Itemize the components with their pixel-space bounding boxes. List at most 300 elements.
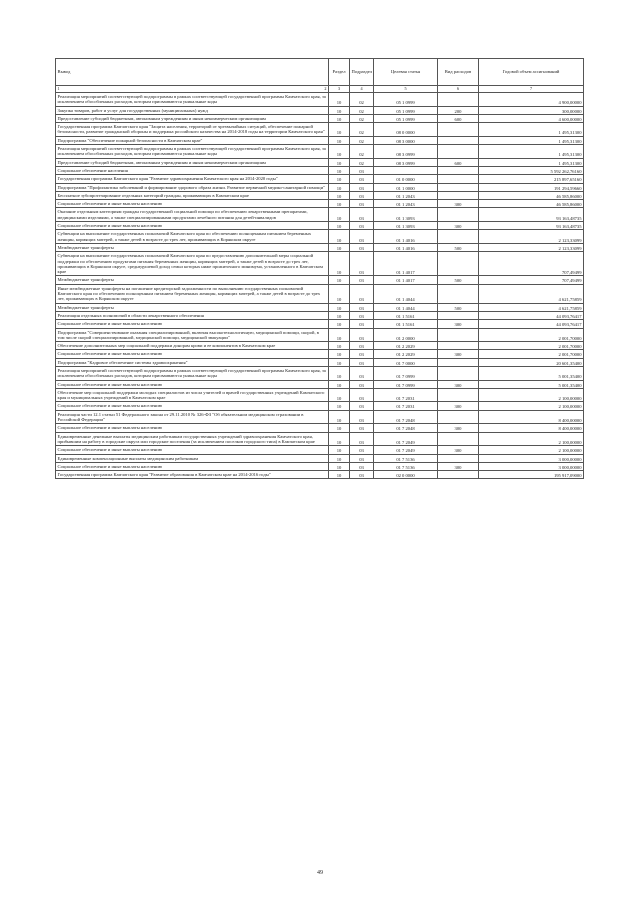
row-target: 01 1 4044 [374, 303, 438, 311]
row-target: 01 7 5136 [374, 462, 438, 470]
row-name-text: Реализация отдельных полномочий в области лекарственного обеспечения [57, 312, 204, 318]
row-target [374, 166, 438, 174]
row-section: 10 [329, 145, 350, 159]
table-header-row [56, 59, 584, 86]
row-expense-type [438, 93, 479, 107]
column-number: 3 [329, 86, 350, 93]
row-name-text: Социальное обеспечение и иные выплаты населению [57, 381, 163, 387]
row-name [56, 320, 329, 328]
row-target: 01 1 5161 [374, 320, 438, 328]
row-amount: 93 163,48735 [479, 222, 584, 230]
row-name-text: Подпрограмма "Совершенствование оказания специализированной, включая высокотехнологичную, медицинской помощи, скорой, в том числе скорой специализированной, медицинской помощи, медицинской эвакуации" [57, 329, 319, 340]
row-target: 05 1 0999 [374, 114, 438, 122]
row-name [56, 446, 329, 454]
row-name [56, 191, 329, 199]
table-row [56, 328, 584, 342]
row-expense-type [438, 175, 479, 183]
row-subsection: 03 [350, 462, 374, 470]
row-expense-type [438, 328, 479, 342]
row-expense-type [438, 191, 479, 199]
row-target: 08 3 0999 [374, 145, 438, 159]
row-section: 10 [329, 311, 350, 319]
row-subsection: 03 [350, 208, 374, 222]
row-target: 01 1 3093 [374, 222, 438, 230]
row-expense-type [438, 454, 479, 462]
table-row [56, 136, 584, 144]
row-amount: 1 495,31300 [479, 145, 584, 159]
row-amount: 195 917,09000 [479, 471, 584, 479]
row-section: 10 [329, 342, 350, 350]
row-name-text: Предоставление субсидий бюджетным, автономным учреждениям и иным некоммерческим организациям [57, 115, 266, 121]
row-expense-type: 500 [438, 243, 479, 251]
table-row [56, 342, 584, 350]
row-target: 01 7 2048 [374, 424, 438, 432]
row-section: 10 [329, 284, 350, 303]
row-amount: 707,49499 [479, 252, 584, 276]
row-expense-type [438, 410, 479, 424]
row-expense-type: 300 [438, 380, 479, 388]
row-name-text: Субвенции на выполнение государственных полномочий Камчатского края по предоставлению дополнительной меры социальной поддержки по обеспечению продуктами питания беременных женщин, кормящих матерей, а также детей в возрасте до трех лет, проживающих в Корякском округе, среднедушевой доход семьи которых ниже прожиточного минимума, установленного в Камчатском крае [57, 253, 323, 275]
row-name-text: Социальное обеспечение и иные выплаты населению [57, 201, 163, 207]
row-section: 10 [329, 183, 350, 191]
row-target: 05 1 0999 [374, 106, 438, 114]
row-subsection: 03 [350, 380, 374, 388]
row-target: 05 1 0999 [374, 93, 438, 107]
row-amount: 1 495,31300 [479, 136, 584, 144]
row-name [56, 136, 329, 144]
table-row [56, 166, 584, 174]
row-subsection: 03 [350, 328, 374, 342]
row-target: 01 7 5136 [374, 454, 438, 462]
row-target: 01 7 0999 [374, 366, 438, 380]
row-amount: 20 601,35400 [479, 358, 584, 366]
row-expense-type [438, 432, 479, 446]
table-row [56, 252, 584, 276]
row-target: 01 7 0000 [374, 358, 438, 366]
row-expense-type [438, 284, 479, 303]
table-row [56, 183, 584, 191]
row-amount: 191 294,59660 [479, 183, 584, 191]
column-number: 1 2 [57, 86, 327, 92]
document-page [55, 58, 583, 479]
row-expense-type: 600 [438, 158, 479, 166]
row-name-text: Иные межбюджетные трансферты на погашение кредиторской задолженности по выполнению государственных полномочий Камчатского края по обеспечению полноценным питанием беременных женщин, кормящих матерей, а также детей в возрасте до трех лет, проживающих в Корякском округе [57, 285, 321, 302]
row-section: 10 [329, 136, 350, 144]
row-name-text: Закупка товаров, работ и услуг для государственных (муниципальных) нужд [57, 107, 208, 113]
row-amount: 8 400,00000 [479, 424, 584, 432]
row-subsection: 03 [350, 366, 374, 380]
row-expense-type [438, 230, 479, 244]
row-target: 08 3 0000 [374, 136, 438, 144]
row-subsection: 03 [350, 350, 374, 358]
row-expense-type [438, 311, 479, 319]
row-subsection: 03 [350, 252, 374, 276]
table-row [56, 388, 584, 402]
row-subsection: 02 [350, 145, 374, 159]
row-amount: 3 000,00000 [479, 462, 584, 470]
row-target: 08 3 0999 [374, 158, 438, 166]
row-subsection: 02 [350, 93, 374, 107]
row-amount: 2 001,70000 [479, 350, 584, 358]
row-target: 01 1 2043 [374, 191, 438, 199]
row-subsection: 03 [350, 410, 374, 424]
table-row [56, 424, 584, 432]
row-target: 01 7 2049 [374, 446, 438, 454]
row-name-text: Социальное обеспечение и иные выплаты населению [57, 463, 163, 469]
row-name [56, 252, 329, 276]
row-expense-type [438, 183, 479, 191]
row-target: 01 1 4017 [374, 276, 438, 284]
row-section: 10 [329, 230, 350, 244]
table-row [56, 222, 584, 230]
row-subsection: 03 [350, 424, 374, 432]
row-target: 01 2 2029 [374, 342, 438, 350]
column-number-row [56, 86, 584, 93]
row-name [56, 358, 329, 366]
row-name-text: Единовременные компенсационные выплаты медицинским работникам [57, 455, 199, 461]
row-subsection: 02 [350, 114, 374, 122]
row-amount: 93 163,48735 [479, 208, 584, 222]
row-section: 10 [329, 208, 350, 222]
row-name [56, 276, 329, 284]
row-amount: 8 400,00000 [479, 410, 584, 424]
row-subsection: 03 [350, 191, 374, 199]
row-name-text: Социальное обеспечение и иные выплаты населению [57, 425, 163, 431]
row-target: 01 1 4044 [374, 284, 438, 303]
table-row [56, 462, 584, 470]
row-name [56, 424, 329, 432]
row-subsection: 03 [350, 342, 374, 350]
table-row [56, 320, 584, 328]
row-section: 10 [329, 402, 350, 410]
row-expense-type [438, 145, 479, 159]
row-name [56, 350, 329, 358]
row-name [56, 106, 329, 114]
row-name-text: Единовременные денежные выплаты медицинским работникам государственных учреждений здравоохранения Камчатского края, прибывшим на работу в городские округа или городские поселения (за исключением поселков городского типа) в Камчатском крае [57, 433, 315, 444]
row-target: 01 7 2049 [374, 432, 438, 446]
row-target: 01 0 0000 [374, 175, 438, 183]
row-subsection: 03 [350, 276, 374, 284]
row-expense-type: 500 [438, 303, 479, 311]
row-name [56, 222, 329, 230]
row-subsection: 03 [350, 200, 374, 208]
row-name-text: Предоставление субсидий бюджетным, автономным учреждениям и иным некоммерческим организациям [57, 159, 266, 165]
row-name [56, 166, 329, 174]
row-name-text: Реализация части 12.1 статьи 51 Федерального закона от 29.11.2010 № 326-ФЗ "Об обязательном медицинском страховании в Российской Федерации" [57, 411, 304, 423]
row-expense-type: 300 [438, 402, 479, 410]
row-expense-type: 300 [438, 424, 479, 432]
row-name-text: Социальное обеспечение и иные выплаты населению [57, 223, 163, 229]
row-section: 10 [329, 471, 350, 479]
row-subsection: 03 [350, 311, 374, 319]
row-name-text: Социальное обеспечение и иные выплаты населению [57, 321, 163, 327]
table-row [56, 350, 584, 358]
row-name-text: Социальное обеспечение и иные выплаты населению [57, 403, 163, 409]
row-expense-type: 500 [438, 276, 479, 284]
row-name-text: Государственная программа Камчатского края "Развитие здравоохранения Камчатского края на 2014-2020 годы" [57, 176, 278, 182]
row-section: 10 [329, 328, 350, 342]
row-amount: 2 123,33099 [479, 230, 584, 244]
row-subsection: 03 [350, 183, 374, 191]
row-amount: 2 123,33099 [479, 243, 584, 251]
row-target: 01 1 0000 [374, 183, 438, 191]
row-name-text: Подпрограмма "Обеспечение пожарной безопасности в Камчатском крае" [57, 137, 203, 143]
row-expense-type [438, 136, 479, 144]
row-subsection: 03 [350, 471, 374, 479]
header-subsection: Подраздел [350, 59, 374, 86]
row-subsection: 03 [350, 222, 374, 230]
row-amount: 5 001,35400 [479, 380, 584, 388]
row-section: 10 [329, 166, 350, 174]
row-amount: 1 495,31300 [479, 123, 584, 137]
row-name-text: Бесплатное зубопротезирование отдельных категорий граждан, проживающих в Камчатском крае [57, 192, 249, 198]
table-row [56, 432, 584, 446]
row-amount: 2 001,70000 [479, 328, 584, 342]
row-name-text: Подпрограмма "Профилактика заболеваний и формирование здорового образа жизни. Развитие первичной медико-санитарной помощи" [57, 184, 325, 190]
row-target: 01 1 4016 [374, 243, 438, 251]
table-row [56, 276, 584, 284]
row-name [56, 243, 329, 251]
row-amount: 4 621,75859 [479, 284, 584, 303]
row-amount: 3 000,00000 [479, 454, 584, 462]
table-row [56, 243, 584, 251]
table-row [56, 311, 584, 319]
table-row [56, 123, 584, 137]
table-row [56, 200, 584, 208]
row-section: 10 [329, 388, 350, 402]
row-target: 01 7 2031 [374, 388, 438, 402]
row-section: 10 [329, 303, 350, 311]
row-section: 10 [329, 123, 350, 137]
row-expense-type: 600 [438, 114, 479, 122]
row-target: 01 1 3093 [374, 208, 438, 222]
row-section: 10 [329, 158, 350, 166]
row-expense-type: 200 [438, 106, 479, 114]
row-name-text: Реализация мероприятий соответствующей подпрограммы в рамках соответствующей государственной программы Камчатского края, за исключением обособленных расходов, которым присваиваются уникальные коды [57, 367, 326, 379]
row-expense-type [438, 208, 479, 222]
row-name [56, 158, 329, 166]
table-row [56, 410, 584, 424]
row-name [56, 303, 329, 311]
table-row [56, 380, 584, 388]
row-name-text: Оказание отдельным категориям граждан государственной социальной помощи по обеспечению лекарственными препаратами, медицинскими изделиями, а также специализированными продуктами лечебного питания для детей-инвалидов [57, 209, 308, 220]
row-expense-type: 300 [438, 320, 479, 328]
row-name [56, 380, 329, 388]
row-subsection: 02 [350, 136, 374, 144]
table-row [56, 358, 584, 366]
row-expense-type: 300 [438, 462, 479, 470]
row-target: 01 2 0000 [374, 328, 438, 342]
table-row [56, 284, 584, 303]
table-row [56, 366, 584, 380]
column-number: 4 [350, 86, 374, 93]
table-body [56, 93, 584, 479]
row-target: 01 7 2048 [374, 410, 438, 424]
row-amount: 4 600,00000 [479, 114, 584, 122]
row-subsection: 02 [350, 158, 374, 166]
row-amount: 4 900,00000 [479, 93, 584, 107]
row-section: 10 [329, 175, 350, 183]
row-name-text: Межбюджетные трансферты [57, 244, 114, 250]
row-amount: 1 495,31300 [479, 158, 584, 166]
row-name [56, 454, 329, 462]
header-section: Раздел [329, 59, 350, 86]
row-section: 10 [329, 93, 350, 107]
row-expense-type: 300 [438, 350, 479, 358]
row-section: 10 [329, 350, 350, 358]
row-name [56, 410, 329, 424]
column-number: 7 [479, 86, 584, 93]
table-row [56, 230, 584, 244]
header-amount: Годовой объем ассигнований [479, 59, 584, 86]
row-name [56, 471, 329, 479]
column-number: 6 [438, 86, 479, 93]
header-target: Целевая статья [374, 59, 438, 86]
row-target: 08 0 0000 [374, 123, 438, 137]
row-expense-type [438, 366, 479, 380]
budget-table [55, 58, 584, 479]
row-subsection: 03 [350, 454, 374, 462]
table-row [56, 454, 584, 462]
row-subsection: 02 [350, 123, 374, 137]
table-row [56, 208, 584, 222]
row-name [56, 342, 329, 350]
row-amount: 44 093,76417 [479, 320, 584, 328]
row-amount: 46 585,86000 [479, 200, 584, 208]
row-target: 01 1 2043 [374, 200, 438, 208]
table-row [56, 158, 584, 166]
row-amount: 5 001,35400 [479, 366, 584, 380]
table-row [56, 402, 584, 410]
row-subsection: 03 [350, 358, 374, 366]
row-expense-type [438, 252, 479, 276]
row-name-text: Социальное обеспечение и иные выплаты населению [57, 351, 163, 357]
row-subsection: 03 [350, 230, 374, 244]
row-subsection: 03 [350, 432, 374, 446]
row-section: 10 [329, 191, 350, 199]
row-subsection: 03 [350, 166, 374, 174]
row-name [56, 183, 329, 191]
row-subsection: 03 [350, 303, 374, 311]
row-name-text: Государственная программа Камчатского края "Защита населения, территорий от чрезвычайных ситуаций, обеспечение пожарной безопасности, развитие гражданской обороны и поддержка российского казачества на 2014-2018 годы на территории Камчатского края" [57, 124, 325, 135]
row-section: 10 [329, 432, 350, 446]
row-expense-type [438, 166, 479, 174]
row-amount: 2 100,00000 [479, 402, 584, 410]
row-section: 10 [329, 243, 350, 251]
row-name [56, 175, 329, 183]
row-expense-type [438, 471, 479, 479]
row-amount: 2 001,70000 [479, 342, 584, 350]
row-subsection: 03 [350, 175, 374, 183]
row-name [56, 93, 329, 107]
row-section: 10 [329, 114, 350, 122]
row-name [56, 432, 329, 446]
page-number: 49 [317, 870, 323, 876]
row-name-text: Государственная программа Камчатского края "Развитие образования в Камчатском крае на 2014-2016 годы" [57, 472, 271, 478]
table-row [56, 303, 584, 311]
row-subsection: 03 [350, 243, 374, 251]
row-name-text: Обеспечение мер социальной поддержки молодых специалистов из числа учителей и врачей государственных учреждений Камчатского края и муниципальных учреждений в Камчатском крае [57, 389, 325, 401]
row-amount: 707,49499 [479, 276, 584, 284]
row-section: 10 [329, 276, 350, 284]
row-section: 10 [329, 320, 350, 328]
table-row [56, 191, 584, 199]
table-row [56, 93, 584, 107]
row-amount: 5 592 262,76160 [479, 166, 584, 174]
row-section: 10 [329, 222, 350, 230]
row-name [56, 123, 329, 137]
row-expense-type [438, 342, 479, 350]
row-target: 01 2 2029 [374, 350, 438, 358]
row-subsection: 02 [350, 106, 374, 114]
row-amount: 4 621,75859 [479, 303, 584, 311]
row-name-text: Межбюджетные трансферты [57, 304, 114, 310]
row-subsection: 03 [350, 402, 374, 410]
row-name [56, 230, 329, 244]
row-section: 10 [329, 462, 350, 470]
row-target: 01 1 5161 [374, 311, 438, 319]
row-amount: 2 100,00000 [479, 432, 584, 446]
row-expense-type: 300 [438, 446, 479, 454]
row-section: 10 [329, 424, 350, 432]
row-target: 02 0 0000 [374, 471, 438, 479]
row-amount: 2 100,00000 [479, 388, 584, 402]
row-section: 10 [329, 380, 350, 388]
row-name-text: Обеспечение дополнительных мер социальной поддержки донорам крови и ее компонентов в Камчатском крае [57, 343, 276, 349]
row-name [56, 145, 329, 159]
table-row [56, 114, 584, 122]
row-name [56, 208, 329, 222]
row-name-text: Социальное обеспечение и иные выплаты населению [57, 447, 163, 453]
row-expense-type [438, 388, 479, 402]
row-name-text: Реализация мероприятий соответствующей подпрограммы в рамках соответствующей государственной программы Камчатского края, за исключением обособленных расходов, которым присваиваются уникальные коды [57, 94, 326, 105]
row-name [56, 388, 329, 402]
row-expense-type [438, 123, 479, 137]
row-expense-type: 300 [438, 200, 479, 208]
row-subsection: 03 [350, 284, 374, 303]
row-amount: 44 093,76417 [479, 311, 584, 319]
row-name-text: Подпрограмма "Кадровое обеспечение системы здравоохранения" [57, 359, 188, 365]
row-section: 10 [329, 200, 350, 208]
row-expense-type [438, 358, 479, 366]
header-expense-type: Вид расходов [438, 59, 479, 86]
row-amount: 300,00000 [479, 106, 584, 114]
row-name [56, 284, 329, 303]
row-subsection: 03 [350, 388, 374, 402]
row-name [56, 311, 329, 319]
row-name-text: Реализация мероприятий соответствующей подпрограммы в рамках соответствующей государственной программы Камчатского края, за исключением обособленных расходов, которым присваиваются уникальные коды [57, 146, 326, 157]
row-name [56, 402, 329, 410]
row-target: 01 1 4016 [374, 230, 438, 244]
row-name [56, 200, 329, 208]
row-section: 10 [329, 252, 350, 276]
row-target: 01 1 4017 [374, 252, 438, 276]
row-section: 10 [329, 366, 350, 380]
table-row [56, 471, 584, 479]
row-name-text: Субвенции на выполнение государственных полномочий Камчатского края по обеспечению полноценным питанием беременных женщин, кормящих матерей, а также детей в возрасте до трех лет, проживающих в Корякском округе [57, 231, 312, 242]
row-expense-type: 300 [438, 222, 479, 230]
row-name-text: Социальное обеспечение населения [57, 167, 128, 173]
row-section: 10 [329, 106, 350, 114]
row-amount: 215 897,65160 [479, 175, 584, 183]
table-row [56, 145, 584, 159]
row-subsection: 03 [350, 320, 374, 328]
row-name [56, 462, 329, 470]
table-row [56, 106, 584, 114]
row-name [56, 328, 329, 342]
row-subsection: 03 [350, 446, 374, 454]
row-name [56, 114, 329, 122]
